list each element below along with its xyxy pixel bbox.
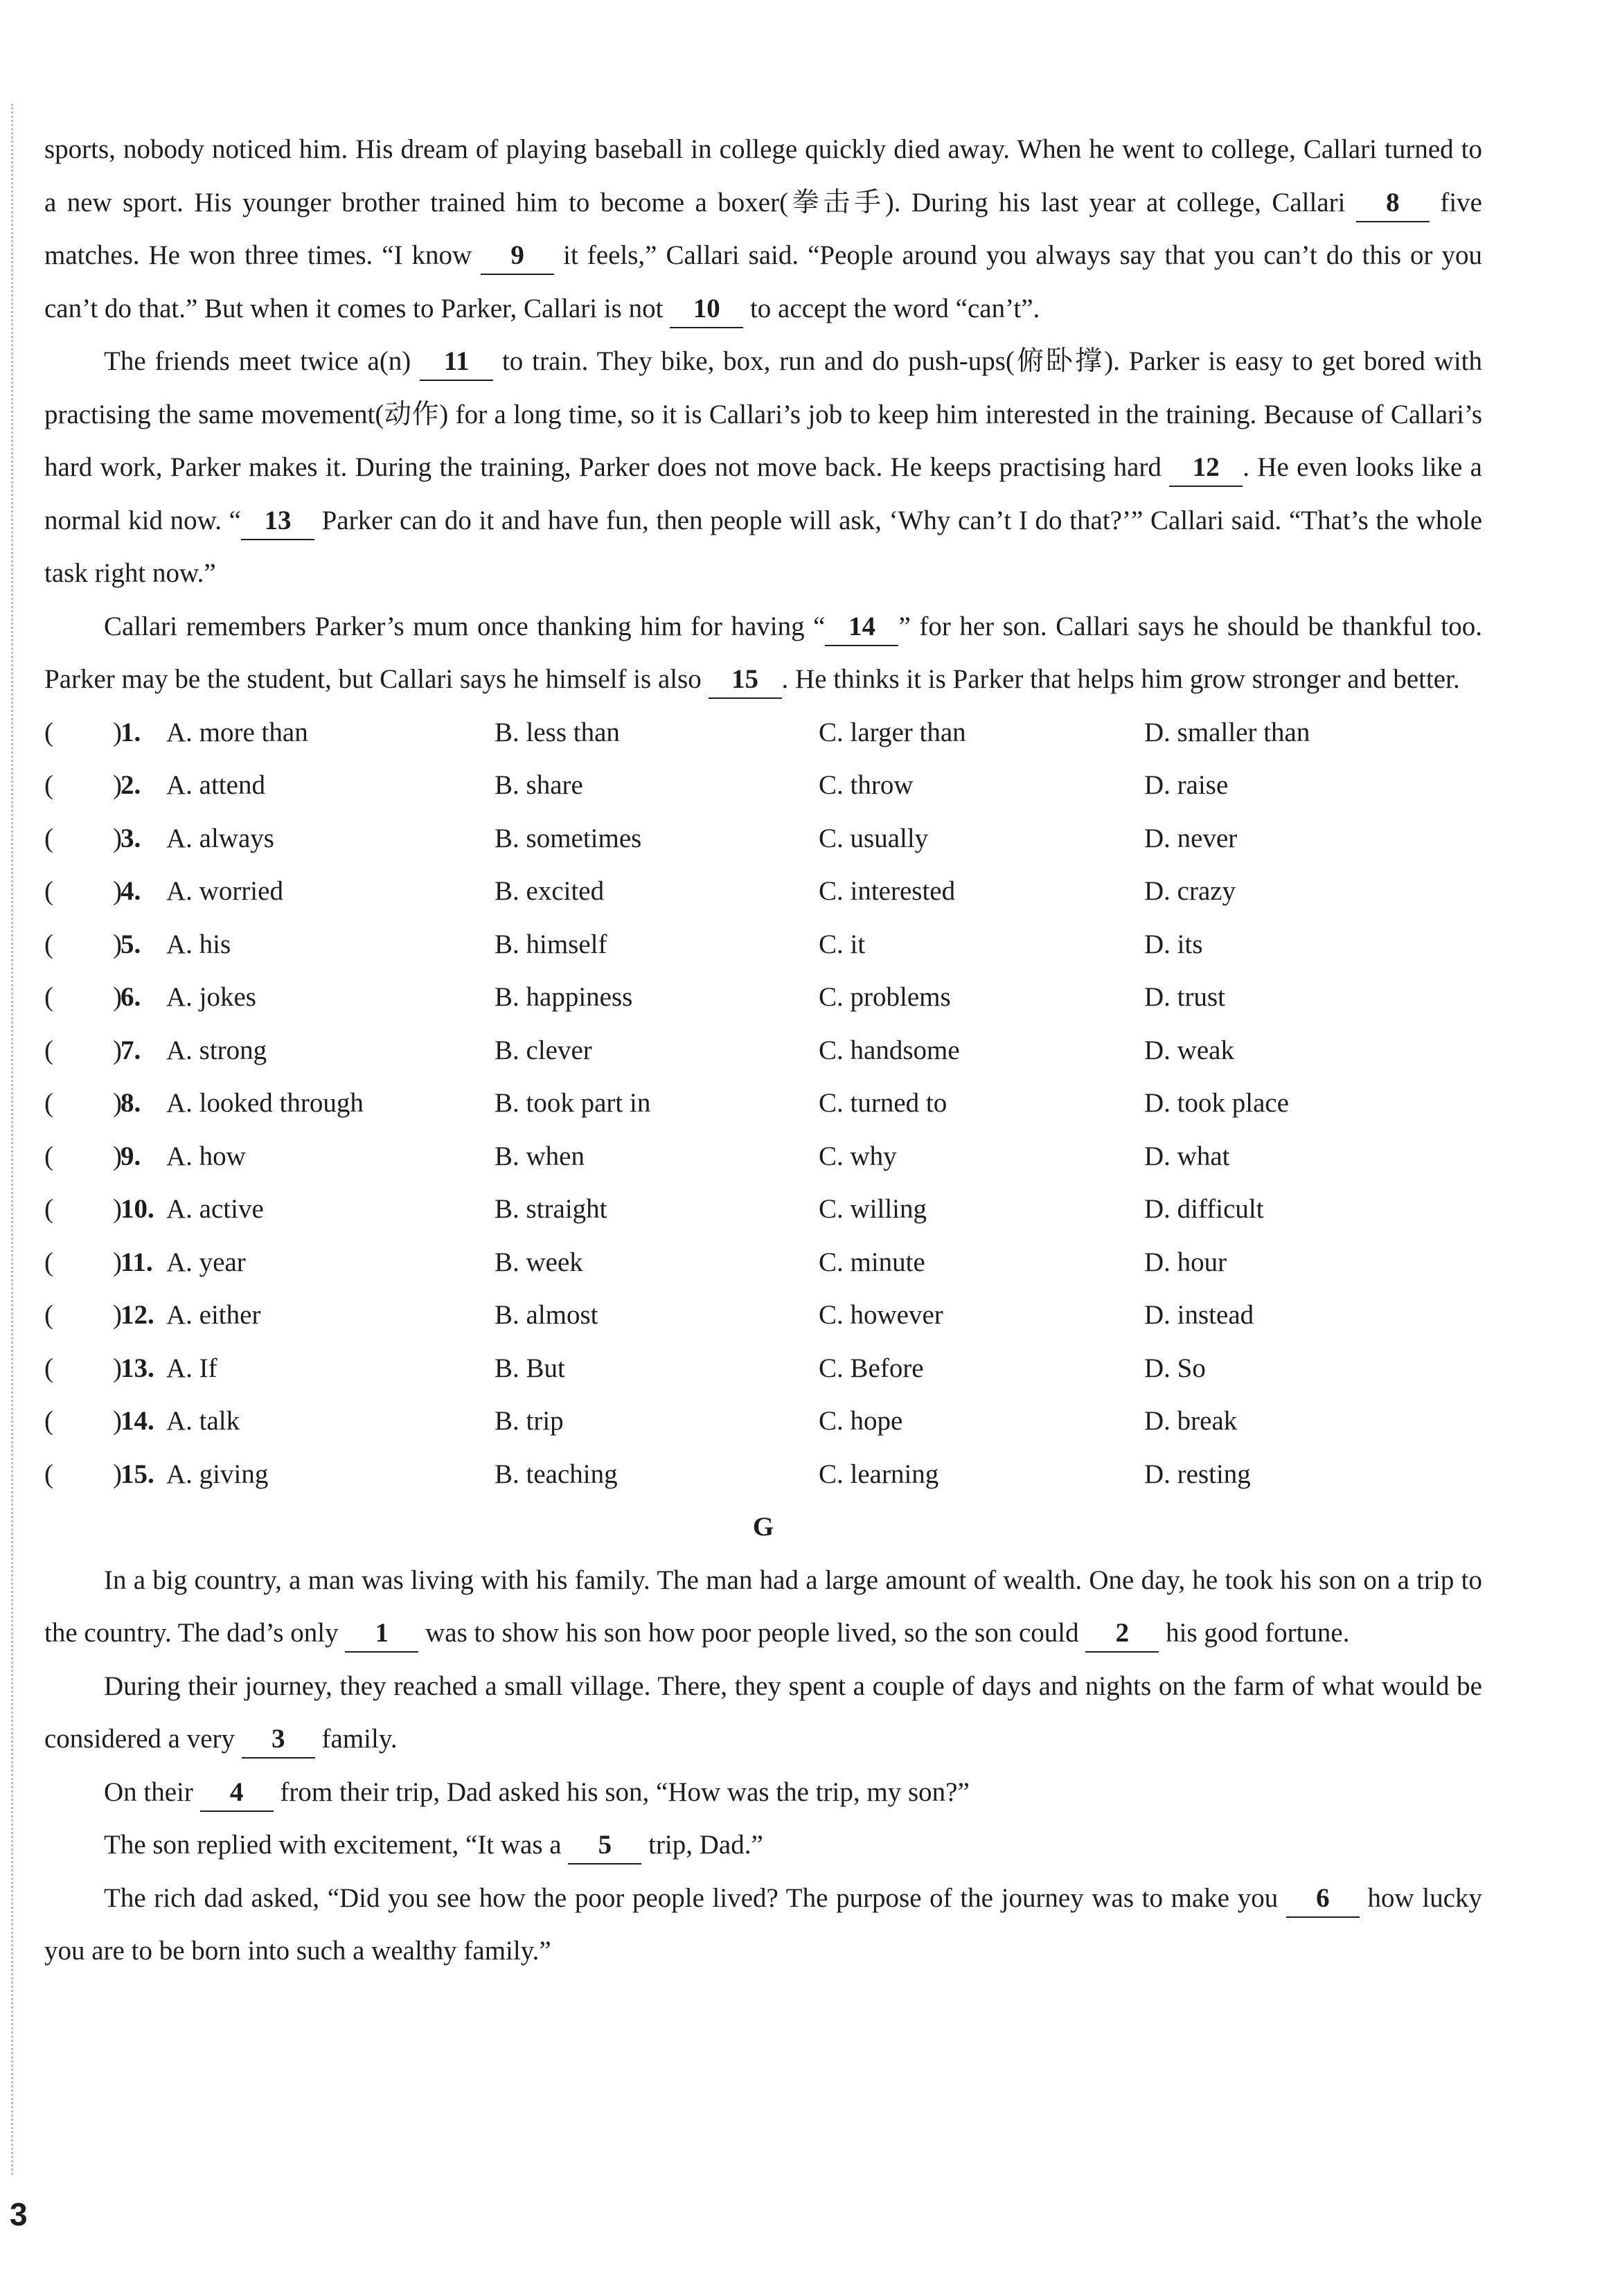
answer-paren[interactable]: [44, 1289, 121, 1342]
option-c[interactable]: C. learning: [819, 1459, 939, 1489]
option-d[interactable]: D. break: [1144, 1406, 1238, 1436]
paren-close: ): [113, 1406, 122, 1436]
paren-open: (: [44, 1141, 53, 1171]
option-b[interactable]: B. sometimes: [495, 823, 642, 853]
paragraph: [44, 1766, 1482, 1819]
question-row: [44, 1130, 1482, 1184]
answer-blank[interactable]: 11: [420, 344, 493, 381]
option-b[interactable]: B. himself: [495, 929, 607, 959]
answer-blank[interactable]: 15: [709, 661, 782, 699]
question-head: [44, 759, 495, 812]
option-b[interactable]: B. week: [495, 1247, 583, 1277]
option-d[interactable]: D. difficult: [1144, 1194, 1264, 1224]
answer-paren[interactable]: [44, 1024, 121, 1078]
paren-open: (: [44, 1035, 53, 1065]
question-number: 13.: [121, 1353, 154, 1383]
answer-blank[interactable]: 14: [825, 609, 898, 646]
answer-blank[interactable]: 2: [1085, 1615, 1159, 1653]
paragraph: [44, 1872, 1482, 1978]
paragraph-text: family.: [314, 1724, 398, 1754]
option-a[interactable]: A. giving: [166, 1459, 269, 1489]
answer-blank[interactable]: 5: [568, 1827, 641, 1865]
paragraph-text: five matches. He won three times. “I know: [44, 187, 1482, 270]
option-b[interactable]: B. almost: [495, 1300, 598, 1330]
question-head: [44, 1342, 495, 1396]
question-row: [44, 918, 1482, 972]
question-head: [44, 865, 495, 918]
question-row: [44, 1236, 1482, 1290]
paren-open: (: [44, 929, 53, 959]
option-a[interactable]: A. talk: [166, 1406, 240, 1436]
answer-blank[interactable]: 12: [1169, 450, 1243, 487]
question-number: 8.: [121, 1088, 141, 1118]
answer-blank[interactable]: 9: [481, 238, 554, 275]
option-d[interactable]: D. trust: [1144, 982, 1225, 1012]
question-row: [44, 1183, 1482, 1236]
question-number: 7.: [121, 1035, 141, 1065]
option-d[interactable]: D. So: [1144, 1353, 1206, 1383]
paragraph-text: In a big country, a man was living with his family. The man had a large amount of wealth. One day, he took his son on a trip to the country. The dad’s only: [44, 1565, 1482, 1648]
option-d[interactable]: D. took place: [1144, 1088, 1290, 1118]
question-row: [44, 1077, 1482, 1130]
paren-open: (: [44, 1353, 53, 1383]
question-row: [44, 1024, 1482, 1078]
option-c[interactable]: C. why: [819, 1141, 897, 1171]
paragraph-text: it feels,” Callari said. “People around you always say that you can’t do this or you can’t do that.” But when it comes to Parker, Callari is not: [44, 240, 1482, 323]
answer-blank[interactable]: 4: [200, 1774, 274, 1812]
paren-close: ): [113, 717, 122, 747]
answer-paren[interactable]: [44, 759, 121, 812]
paragraph: [44, 600, 1482, 706]
question-number: 6.: [121, 982, 141, 1012]
paragraph-text: to train. They bike, box, run and do push-ups(俯卧撑). Parker is easy to get bored with practising the same movement(动作) for a long time, so it is Callari’s job to keep him interested in the training. Because of Callari’s hard work, Parker makes it. During the training, Parker does not move back. He keeps practising hard: [44, 346, 1483, 482]
paren-close: ): [113, 1194, 122, 1224]
paragraph-text: Callari remembers Parker’s mum once thanking him for having “: [104, 611, 826, 641]
option-b[interactable]: B. took part in: [495, 1088, 651, 1118]
paragraph: [44, 1819, 1482, 1872]
paren-close: ): [113, 1247, 122, 1277]
answer-blank[interactable]: 1: [345, 1615, 418, 1653]
answer-paren[interactable]: [44, 971, 121, 1024]
answer-paren[interactable]: [44, 812, 121, 866]
question-row: [44, 1342, 1482, 1396]
option-c[interactable]: C. hope: [819, 1406, 903, 1436]
paragraph-text: . He even looks like a normal kid now. “: [44, 452, 1482, 535]
paren-close: ): [113, 1141, 122, 1171]
question-head: [44, 1289, 495, 1342]
option-c[interactable]: C. Before: [819, 1353, 924, 1383]
option-b[interactable]: B. when: [495, 1141, 585, 1171]
section-title-g: G: [752, 1512, 774, 1542]
option-c[interactable]: C. larger than: [819, 717, 966, 747]
question-head: [44, 1236, 495, 1290]
answer-paren[interactable]: [44, 1448, 121, 1502]
option-c[interactable]: C. throw: [819, 770, 914, 800]
option-d[interactable]: D. what: [1144, 1141, 1230, 1171]
question-head: [44, 1183, 495, 1236]
question-row: [44, 1395, 1482, 1448]
question-row: [44, 1289, 1482, 1342]
paren-close: ): [113, 823, 122, 853]
paren-close: ): [113, 929, 122, 959]
option-d[interactable]: D. resting: [1144, 1459, 1251, 1489]
paren-open: (: [44, 1088, 53, 1118]
question-number: 2.: [121, 770, 141, 800]
option-b[interactable]: B. But: [495, 1353, 565, 1383]
paragraph: [44, 1660, 1482, 1766]
question-head: [44, 1448, 495, 1502]
option-a[interactable]: A. year: [166, 1247, 246, 1277]
answer-paren[interactable]: [44, 1183, 121, 1236]
question-number: 3.: [121, 823, 141, 853]
paren-open: (: [44, 823, 53, 853]
page-number: 3: [10, 2196, 28, 2232]
option-b[interactable]: B. less than: [495, 717, 620, 747]
paragraph-text: his good fortune.: [1159, 1618, 1350, 1648]
question-number: 14.: [121, 1406, 154, 1436]
paragraph-text: from their trip, Dad asked his son, “How was the trip, my son?”: [273, 1777, 970, 1807]
paren-close: ): [113, 770, 122, 800]
option-b[interactable]: B. share: [495, 770, 583, 800]
paragraph-text: how lucky you are to be born into such a wealthy family.”: [44, 1883, 1483, 1966]
paren-close: ): [113, 1088, 122, 1118]
question-number: 1.: [121, 717, 141, 747]
question-head: [44, 1130, 495, 1184]
option-d[interactable]: D. never: [1144, 823, 1238, 853]
paren-open: (: [44, 1459, 53, 1489]
option-d[interactable]: D. smaller than: [1144, 717, 1310, 747]
question-head: [44, 1024, 495, 1078]
paren-close: ): [113, 1353, 122, 1383]
question-head: [44, 706, 495, 760]
answer-paren[interactable]: [44, 1130, 121, 1184]
option-a[interactable]: A. active: [166, 1194, 264, 1224]
option-c[interactable]: C. turned to: [819, 1088, 947, 1118]
paren-open: (: [44, 1247, 53, 1277]
paren-open: (: [44, 770, 53, 800]
question-number: 4.: [121, 876, 141, 906]
answer-paren[interactable]: [44, 1077, 121, 1130]
option-c[interactable]: C. however: [819, 1300, 943, 1330]
paren-open: (: [44, 717, 53, 747]
option-b[interactable]: B. happiness: [495, 982, 633, 1012]
paren-open: (: [44, 1194, 53, 1224]
paragraph: [44, 123, 1482, 335]
paren-open: (: [44, 1300, 53, 1330]
option-a[interactable]: A. attend: [166, 770, 265, 800]
answer-paren[interactable]: [44, 865, 121, 918]
paragraph-text: was to show his son how poor people lived, so the son could: [418, 1618, 1086, 1648]
paren-close: ): [113, 1300, 122, 1330]
option-b[interactable]: B. teaching: [495, 1459, 618, 1489]
question-row: [44, 865, 1482, 918]
question-head: [44, 1077, 495, 1130]
option-d[interactable]: D. raise: [1144, 770, 1229, 800]
answer-blank[interactable]: 10: [670, 291, 743, 328]
question-row: [44, 706, 1482, 760]
option-d[interactable]: D. instead: [1144, 1300, 1254, 1330]
question-row: [44, 1448, 1482, 1502]
option-a[interactable]: A. either: [166, 1300, 261, 1330]
question-head: [44, 812, 495, 866]
option-a[interactable]: A. always: [166, 823, 274, 853]
paragraph-text: The son replied with excitement, “It was a: [104, 1830, 569, 1860]
option-c[interactable]: C. it: [819, 929, 866, 959]
option-a[interactable]: A. strong: [166, 1035, 267, 1065]
question-number: 9.: [121, 1141, 141, 1171]
option-b[interactable]: B. excited: [495, 876, 605, 906]
paragraph-text: During their journey, they reached a small village. There, they spent a couple of days and nights on the farm of what would be considered a very: [44, 1671, 1482, 1754]
paragraph-text: On their: [104, 1777, 200, 1807]
option-c[interactable]: C. interested: [819, 876, 956, 906]
paragraph-text: sports, nobody noticed him. His dream of playing baseball in college quickly died away. When he went to college, Callari turned to a new sport. His younger brother trained him to become a boxer(拳击手). During his last year at college, Callari: [44, 134, 1482, 217]
paragraph-text: trip, Dad.”: [641, 1830, 763, 1860]
option-c[interactable]: C. willing: [819, 1194, 927, 1224]
option-a[interactable]: A. worried: [166, 876, 283, 906]
answer-paren[interactable]: [44, 1236, 121, 1290]
option-c[interactable]: C. minute: [819, 1247, 925, 1277]
paren-close: ): [113, 982, 122, 1012]
answer-paren[interactable]: [44, 1342, 121, 1396]
option-a[interactable]: A. If: [166, 1353, 217, 1383]
answer-blank[interactable]: 13: [241, 503, 314, 540]
paragraph: [44, 1554, 1482, 1660]
option-a[interactable]: A. his: [166, 929, 231, 959]
option-d[interactable]: D. its: [1144, 929, 1203, 959]
paren-close: ): [113, 1459, 122, 1489]
question-number: 11.: [121, 1247, 153, 1277]
worksheet-content: [44, 123, 1482, 1978]
option-c[interactable]: C. usually: [819, 823, 929, 853]
answer-blank[interactable]: 8: [1356, 185, 1430, 222]
answer-blank[interactable]: 6: [1286, 1880, 1360, 1918]
question-number: 12.: [121, 1300, 154, 1330]
paren-open: (: [44, 982, 53, 1012]
option-c[interactable]: C. handsome: [819, 1035, 960, 1065]
option-d[interactable]: D. hour: [1144, 1247, 1227, 1277]
option-a[interactable]: A. how: [166, 1141, 246, 1171]
question-head: [44, 1395, 495, 1448]
question-number: 5.: [121, 929, 141, 959]
passage-g: [44, 1554, 1482, 1978]
paren-open: (: [44, 1406, 53, 1436]
option-d[interactable]: D. crazy: [1144, 876, 1236, 906]
answer-paren[interactable]: [44, 918, 121, 972]
question-row: [44, 971, 1482, 1024]
passage-f: [44, 123, 1482, 706]
question-row: [44, 812, 1482, 866]
option-b[interactable]: B. straight: [495, 1194, 607, 1224]
option-a[interactable]: A. looked through: [166, 1088, 364, 1118]
paragraph-text: The friends meet twice a(n): [104, 346, 420, 376]
paren-close: ): [113, 876, 122, 906]
paragraph-text: to accept the word “can’t”.: [743, 293, 1040, 323]
paragraph-text: ” for her son. Callari says he should be thankful too. Parker may be the student, but Callari says he himself is also: [44, 611, 1482, 694]
option-d[interactable]: D. weak: [1144, 1035, 1234, 1065]
question-number: 15.: [121, 1459, 154, 1489]
paragraph: [44, 335, 1482, 600]
options-list: [44, 706, 1482, 1502]
question-number: 10.: [121, 1194, 154, 1224]
option-a[interactable]: A. jokes: [166, 982, 256, 1012]
question-head: [44, 918, 495, 972]
question-head: [44, 971, 495, 1024]
paren-close: ): [113, 1035, 122, 1065]
paragraph-text: The rich dad asked, “Did you see how the poor people lived? The purpose of the journey was to make you: [104, 1883, 1286, 1913]
option-b[interactable]: B. clever: [495, 1035, 592, 1065]
binding-margin-line: [11, 104, 13, 2175]
paragraph-text: Parker can do it and have fun, then people will ask, ‘Why can’t I do that?’” Callari said. “That’s the whole task right now.”: [44, 505, 1483, 588]
option-c[interactable]: C. problems: [819, 982, 951, 1012]
question-row: [44, 759, 1482, 812]
answer-paren[interactable]: [44, 1395, 121, 1448]
paren-open: (: [44, 876, 53, 906]
answer-paren[interactable]: [44, 706, 121, 760]
option-a[interactable]: A. more than: [166, 717, 308, 747]
option-b[interactable]: B. trip: [495, 1406, 564, 1436]
answer-blank[interactable]: 3: [242, 1721, 315, 1759]
paragraph-text: . He thinks it is Parker that helps him grow stronger and better.: [781, 664, 1460, 694]
